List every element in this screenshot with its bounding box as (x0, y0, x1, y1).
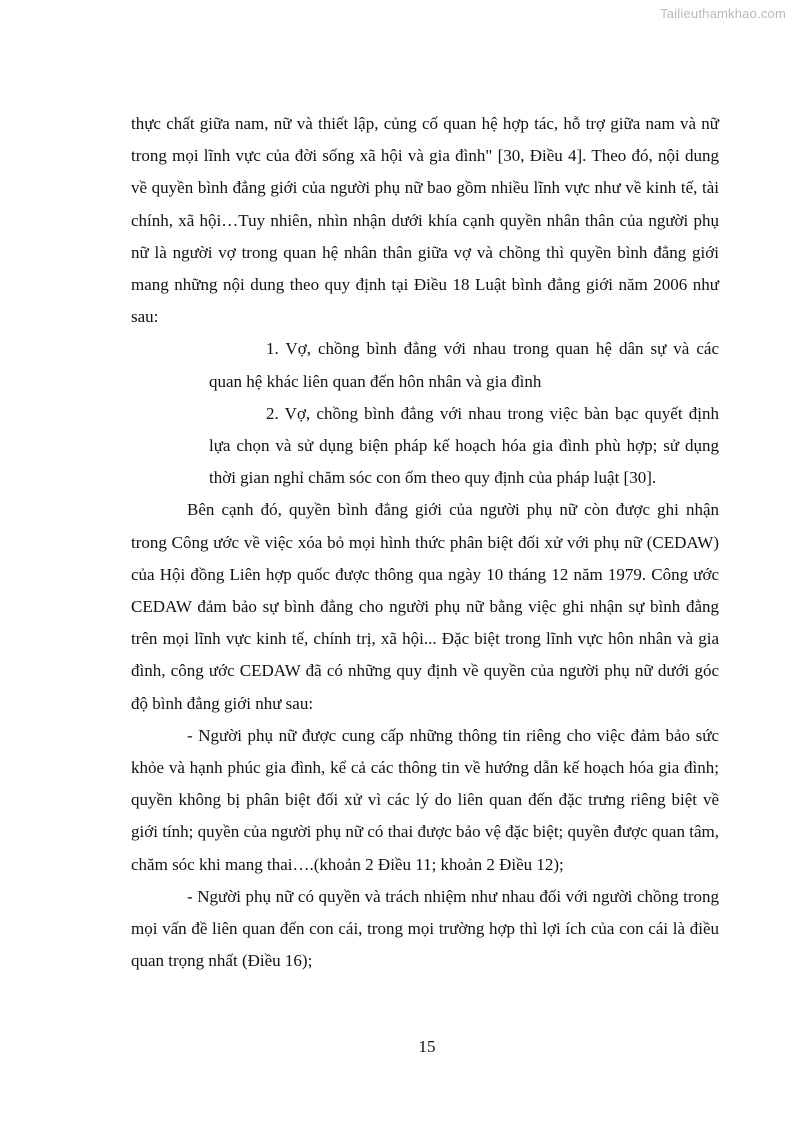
document-body (131, 108, 719, 977)
paragraph-cedaw: Bên cạnh đó, quyền bình đẳng giới của người phụ nữ còn được ghi nhận trong Công ước về việc xóa bỏ mọi hình thức phân biệt đối xử với phụ nữ (CEDAW) của Hội đồng Liên hợp quốc được thông qua ngày 10 tháng 12 năm 1979. Công ước CEDAW đảm bảo sự bình đẳng cho người phụ nữ bằng việc ghi nhận sự bình đẳng trên mọi lĩnh vực kinh tế, chính trị, xã hội... Đặc biệt trong lĩnh vực hôn nhân và gia đình, công ước CEDAW đã có những quy định về quyền của người phụ nữ dưới góc độ bình đẳng giới như sau: (131, 500, 719, 713)
watermark-text: Tailieuthamkhao.com (660, 6, 786, 21)
bullet-item-2: - Người phụ nữ có quyền và trách nhiệm như nhau đối với người chồng trong mọi vấn đề liên quan đến con cái, trong mọi trường hợp thì lợi ích của con cái là điều quan trọng nhất (Điều 16); (131, 886, 719, 971)
quoted-clause-1: 1. Vợ, chồng bình đẳng với nhau trong quan hệ dân sự và các quan hệ khác liên quan đến hôn nhân và gia đình (209, 339, 719, 391)
page-number: 15 (418, 1037, 436, 1056)
paragraph-continuation: thực chất giữa nam, nữ và thiết lập, củng cố quan hệ hợp tác, hỗ trợ giữa nam và nữ trong mọi lĩnh vực của đời sống xã hội và gia đình" [30, Điều 4]. Theo đó, nội dung về quyền bình đẳng giới của người phụ nữ bao gồm nhiều lĩnh vực như về kinh tế, tài chính, xã hội…Tuy nhiên, nhìn nhận dưới khía cạnh quyền nhân thân của người phụ nữ là người vợ trong quan hệ nhân thân giữa vợ và chồng thì quyền bình đẳng giới mang những nội dung theo quy định tại Điều 18 Luật bình đẳng giới năm 2006 như sau: (131, 114, 719, 327)
quoted-clause-2: 2. Vợ, chồng bình đẳng với nhau trong việc bàn bạc quyết định lựa chọn và sử dụng biện pháp kế hoạch hóa gia đình phù hợp; sử dụng thời gian nghỉ chăm sóc con ốm theo quy định của pháp luật [30]. (209, 403, 719, 488)
bullet-item-1: - Người phụ nữ được cung cấp những thông tin riêng cho việc đảm bảo sức khỏe và hạnh phúc gia đình, kể cả các thông tin về hướng dẫn kế hoạch hóa gia đình; quyền không bị phân biệt đối xử vì các lý do liên quan đến đặc trưng riêng biệt về giới tính; quyền của người phụ nữ có thai được bảo vệ đặc biệt; quyền được quan tâm, chăm sóc khi mang thai….(khoản 2 Điều 11; khoản 2 Điều 12); (131, 725, 719, 874)
